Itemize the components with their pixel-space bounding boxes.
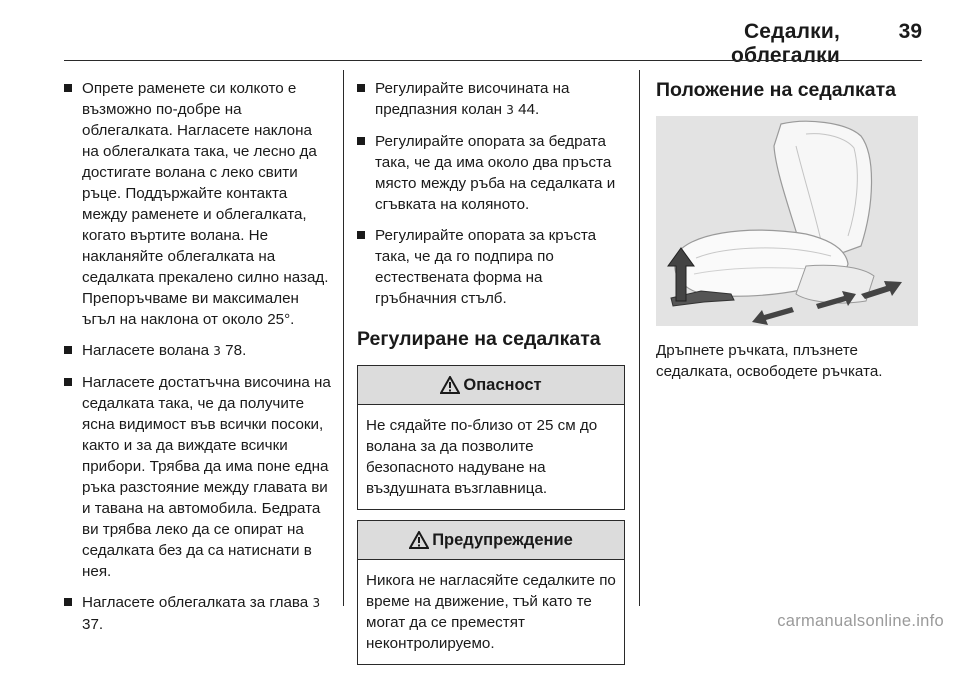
list-item: Нагласете волана 3 78. bbox=[64, 340, 332, 362]
section-title: Регулиране на седалката bbox=[357, 328, 601, 350]
warning-box bbox=[357, 520, 625, 665]
warning-title: Предупреждение bbox=[432, 530, 573, 549]
page-number: 39 bbox=[898, 20, 922, 43]
danger-body: Не сядайте по-близо от 25 см до волана за да позволите безопасното надуване на въздушната възглавница. bbox=[366, 417, 598, 497]
bullet-icon bbox=[357, 231, 365, 239]
cross-reference-arrow-icon: 3 bbox=[312, 596, 321, 610]
bullet-icon bbox=[64, 598, 72, 606]
bullet-icon bbox=[64, 84, 72, 92]
warning-header bbox=[358, 521, 624, 560]
seat-illustration-icon bbox=[656, 116, 918, 326]
list-item: Регулирайте височината на предпазния колан 3 44. bbox=[357, 78, 625, 121]
watermark: carmanualsonline.info bbox=[777, 612, 944, 630]
column-3 bbox=[656, 78, 922, 382]
running-header-title: Седалки, облегалки bbox=[730, 20, 840, 67]
seat-illustration bbox=[656, 116, 918, 326]
header-rule bbox=[64, 60, 922, 61]
danger-header bbox=[358, 366, 624, 405]
bullet-icon bbox=[357, 84, 365, 92]
bullet-icon bbox=[357, 137, 365, 145]
figure-caption: Дръпнете ръчката, плъзнете седалката, освободете ръчката. bbox=[656, 342, 883, 380]
bullet-icon bbox=[64, 378, 72, 386]
cross-reference-arrow-icon: 3 bbox=[506, 103, 514, 117]
danger-box bbox=[357, 365, 625, 510]
bullet-list-1 bbox=[64, 78, 332, 635]
bullet-icon bbox=[64, 346, 72, 354]
cross-reference-link[interactable]: 44. bbox=[518, 101, 540, 118]
column-divider-2 bbox=[639, 70, 640, 606]
danger-title: Опасност bbox=[463, 375, 542, 394]
bullet-list-2 bbox=[357, 78, 625, 309]
column-divider-1 bbox=[343, 70, 344, 606]
list-item: Опрете раменете си колкото е възможно по-добре на облегалката. Нагласете наклона на облегалката така, че лесно да достигате волана с леко свити ръце. Поддържайте контакта между раменете и облегалката, когато въртите волана. Не накланяйте облегалката на седалката прекалено силно назад. Препоръчваме ви максимален ъгъл на наклона от около 25°. bbox=[64, 78, 332, 330]
list-item: Нагласете достатъчна височина на седалката така, че да получите ясна видимост във всички посоки, както и за да виждате всички прибори. Трябва да има поне една ръка разстояние между главата ви и тавана на автомобила. Бедрата ви трябва леко да се опират на седалката без да са натиснати в нея. bbox=[64, 372, 332, 582]
list-item: Регулирайте опората за кръста така, че да го подпира по естествената форма на гръбначния стълб. bbox=[357, 225, 625, 309]
column-2 bbox=[357, 78, 625, 675]
warning-triangle-icon bbox=[440, 376, 460, 394]
list-item: Регулирайте опората за бедрата така, че да има около два пръста място между ръба на седалката и сгъвката на коляното. bbox=[357, 131, 625, 215]
section-title: Положение на седалката bbox=[656, 79, 897, 101]
cross-reference-link[interactable]: 78. bbox=[225, 342, 247, 359]
cross-reference-link[interactable]: 37. bbox=[82, 616, 104, 633]
list-item: Нагласете облегалката за глава 3 37. bbox=[64, 592, 332, 635]
cross-reference-arrow-icon: 3 bbox=[213, 344, 221, 358]
column-1 bbox=[64, 78, 332, 645]
warning-body: Никога не нагласяйте седалките по време на движение, тъй като те могат да се преместят неконтролируемо. bbox=[366, 572, 616, 652]
warning-triangle-icon bbox=[409, 531, 429, 549]
